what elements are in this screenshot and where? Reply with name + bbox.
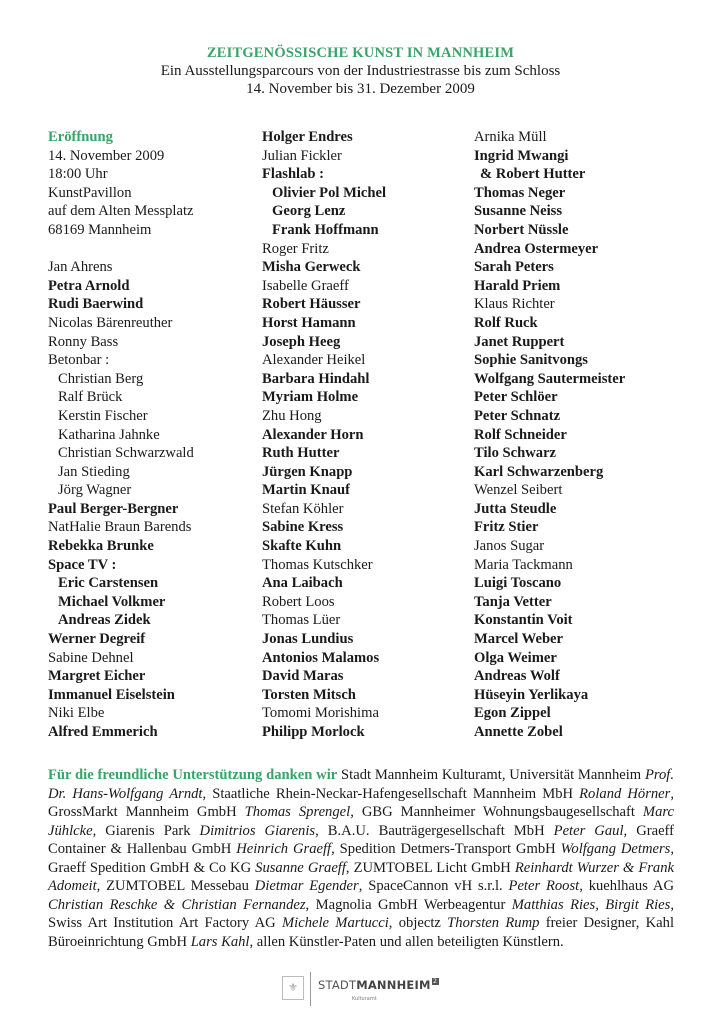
artist-entry: Tilo Schwarz [474,445,557,462]
artist-entry: Peter Schnatz [474,407,561,424]
artist-entry: Isabelle Graeff [262,277,349,294]
sponsor-text: , GrossMarkt Mannheim GmbH [48,785,674,820]
sponsor-text: , Spedition Detmers-Transport GmbH [331,841,561,857]
artist-entry: Sabine Kress [262,519,344,536]
artist-entry: Tanja Vetter [474,593,552,610]
sponsor-text: freier Designer, Kahl Büroeinrichtung GmbH [48,915,675,950]
artist-entry: Rudi Baerwind [48,296,144,313]
artist-entry: Thomas Kutschker [262,556,373,573]
artist-entry: Jörg Wagner [58,482,132,499]
artist-entry: Andrea Ostermeyer [474,240,599,257]
artist-entry: Maria Tackmann [474,556,573,573]
artist-entry: Space TV : [48,556,117,573]
artist-list-2 [262,128,386,742]
sponsor-text: , allen Künstler-Paten und allen beteiligten Künstlern. [249,933,564,950]
artist-entry: Torsten Mitsch [262,686,356,703]
sponsor-person: Michele Martucci [282,915,389,931]
artist-entry: Andreas Zidek [58,612,151,629]
artist-entry: Horst Hamann [262,314,356,331]
artist-entry: Susanne Neiss [474,203,562,220]
sponsor-person: Christian Reschke & Christian Fernandez [48,896,306,913]
artist-entry: Christian Schwarzwald [58,445,194,462]
acknowledgements [48,766,674,951]
sponsor-person: Heinrich Graeff [236,841,332,857]
artist-entry: Thomas Lüer [262,612,341,629]
artist-entry: Paul Berger-Bergner [48,500,179,517]
sponsor-text: , Staatliche Rhein-Neckar-Hafengesellschaft Mannheim MbH [202,785,580,802]
sponsor-text: , ZUMTOBEL Messebau [96,878,255,894]
logo-department: Kulturamt [352,996,377,1002]
artist-entry: Ruth Hutter [262,445,340,462]
sponsor-person: Dietmar Egender [254,878,359,894]
artist-entry: Arnika Müll [474,129,547,145]
sponsor-person: Susanne Graeff [255,859,346,876]
sponsor-text: , Magnolia GmbH Werbeagentur [305,896,512,913]
page-title: ZEITGENÖSSISCHE KUNST IN MANNHEIM [206,45,515,61]
sponsor-person: Roland Hörner [579,785,671,802]
artist-entry: Peter Schlöer [474,389,558,406]
sponsor-person: Dimitrios Giarenis [199,822,316,839]
artist-entry: Janos Sugar [474,538,545,555]
artist-entry: Andreas Wolf [474,668,560,685]
logo-stadt: STADT [318,978,357,992]
logo-wordmark [318,978,439,992]
artist-entry: Luigi Toscano [474,575,562,592]
sponsor-person: Matthias Ries, Birgit Ries [511,896,671,913]
opening-venue: KunstPavillon [48,184,132,201]
sponsor-person: Lars Kahl [190,933,250,950]
artist-entry: Misha Gerweck [262,259,361,276]
opening-heading: Eröffnung [48,129,113,145]
stadt-mannheim-logo [282,970,452,1010]
artist-entry: Niki Elbe [48,705,105,722]
artist-entry: Ronny Bass [48,333,119,350]
artist-entry: Harald Priem [474,277,561,294]
artist-entry: Roger Fritz [262,240,329,257]
artist-list-3 [474,128,625,742]
artist-entry: Kerstin Fischer [58,407,148,424]
sponsor-person: Peter Gaul [553,822,624,839]
artist-entry: Antonios Malamos [262,649,380,666]
artist-entry: Wolfgang Sautermeister [474,370,626,387]
page-subtitle: Ein Ausstellungsparcours von der Industriestrasse bis zum Schloss [160,63,561,79]
artist-entry: Margret Eicher [48,668,146,685]
artist-entry: Rolf Ruck [474,314,538,331]
acknowledgements-body [48,767,674,950]
artist-entry: Barbara Hindahl [262,370,370,387]
artist-entry: Rolf Schneider [474,426,567,443]
artist-entry: Sabine Dehnel [48,649,134,666]
spacer [48,240,194,259]
artist-entry: Ana Laibach [262,575,343,592]
artist-entry: Christian Berg [58,370,144,387]
artist-entry: Annette Zobel [474,724,563,740]
artist-entry: Olga Weimer [474,649,557,666]
artist-entry: Alfred Emmerich [48,724,158,740]
artist-entry: Alexander Heikel [262,352,366,369]
column-1 [48,128,194,742]
artist-entry: Ralf Brück [58,389,123,406]
sponsor-person: Reinhardt Wurzer & Frank Adomeit [48,859,674,894]
sponsor-text: , SpaceCannon vH s.r.l. [358,878,509,894]
artist-entry: Sarah Peters [474,259,554,276]
sponsor-text: , objectz [388,915,448,931]
artist-entry: Michael Volkmer [58,593,166,610]
sponsor-person: Peter Roost [508,878,580,894]
artist-entry: Katharina Jahnke [58,426,160,443]
opening-address: auf dem Alten Messplatz [48,203,194,220]
artist-entry: Werner Degreif [48,631,146,648]
artist-entry: Philipp Morlock [262,724,365,740]
artist-entry: Olivier Pol Michel [272,184,387,201]
artist-entry: Joseph Heeg [262,333,341,350]
artist-entry: & Robert Hutter [480,166,586,183]
artist-entry: Norbert Nüssle [474,221,569,238]
artist-entry: Tomomi Morishima [262,705,379,722]
artist-entry: Nicolas Bärenreuther [48,314,173,331]
artist-entry: Holger Endres [262,129,353,145]
sponsor-text: , Swiss Art Institution Art Factory AG [48,896,674,931]
artist-entry: Skafte Kuhn [262,538,342,555]
artist-entry: Hüseyin Yerlikaya [474,686,589,703]
artist-entry: Klaus Richter [474,296,555,313]
artist-entry: Egon Zippel [474,705,551,722]
artist-entry: Stefan Köhler [262,500,344,517]
sponsor-text: Stadt Mannheim Kulturamt, Universität Mannheim [337,767,645,783]
artist-entry: Jürgen Knapp [262,463,353,480]
artist-entry: Jutta Steudle [474,500,557,517]
sponsor-person: Thomas Sprengel [244,804,351,820]
artist-entry: Sophie Sanitvongs [474,352,588,369]
sponsor-person: Thorsten Rump [447,915,540,931]
artist-entry: Konstantin Voit [474,612,573,629]
page-dates: 14. November bis 31. Dezember 2009 [246,81,475,97]
artist-entry: Wenzel Seibert [474,482,563,499]
opening-date: 14. November 2009 [48,147,165,164]
logo-badge: 2 [433,978,438,985]
artist-entry: Jan Ahrens [48,259,113,276]
logo-divider [310,972,311,1006]
artist-entry: Julian Fickler [262,147,342,164]
page-header [0,44,721,98]
sponsor-text: , ZUMTOBEL Licht GmbH [345,859,515,876]
artist-entry: Jan Stieding [58,463,130,480]
sponsor-text: , Graeff Spedition GmbH & Co KG [48,841,674,876]
opening-city: 68169 Mannheim [48,221,152,238]
sponsor-person: Wolfgang Detmers [560,841,671,857]
artist-entry: Marcel Weber [474,631,564,648]
artist-entry: Fritz Stier [474,519,539,536]
artist-entry: Zhu Hong [262,407,322,424]
sponsor-text: , GBG Mannheimer Wohnungsbaugesellschaft [350,804,643,820]
artist-entry: Flashlab : [262,166,325,183]
acknowledgements-lead: Für die freundliche Unterstützung danken wir [48,767,338,783]
artist-entry: Jonas Lundius [262,631,354,648]
artist-entry: Ingrid Mwangi [474,147,569,164]
artist-entry: Immanuel Eiselstein [48,686,175,703]
artist-entry: Rebekka Brunke [48,538,154,555]
logo-mannheim: MANNHEIM [356,978,431,992]
artist-list-1 [48,258,194,741]
artist-entry: Betonbar : [48,352,110,369]
column-3 [474,128,625,742]
artist-entry: Janet Ruppert [474,333,565,350]
artist-entry: Karl Schwarzenberg [474,463,604,480]
artist-entry: Robert Loos [262,593,335,610]
sponsor-text: , Giarenis Park [92,822,200,839]
artist-entry: Alexander Horn [262,426,364,443]
artist-entry: Martin Knauf [262,482,350,499]
sponsor-person: Marc Jühlcke [48,804,674,839]
sponsor-person: Prof. Dr. Hans-Wolfgang Arndt [48,767,674,802]
artist-entry: NatHalie Braun Barends [48,519,192,536]
artist-entry: Georg Lenz [272,203,346,220]
artist-entry: Frank Hoffmann [272,221,379,238]
artist-entry: David Maras [262,668,344,685]
sponsor-text: , B.A.U. Bauträgergesellschaft MbH [315,822,554,839]
column-2 [262,128,386,742]
artist-entry: Petra Arnold [48,277,130,294]
sponsor-text: , kuehlhaus AG [579,878,674,894]
mannheim-crest-icon: ⚜ [282,976,304,1000]
artist-entry: Myriam Holme [262,389,359,406]
artist-entry: Eric Carstensen [58,575,159,592]
artist-entry: Robert Häusser [262,296,361,313]
opening-time: 18:00 Uhr [48,166,108,183]
sponsor-text: , Graeff Container & Hallenbau GmbH [48,822,675,857]
artist-entry: Thomas Neger [474,184,566,201]
